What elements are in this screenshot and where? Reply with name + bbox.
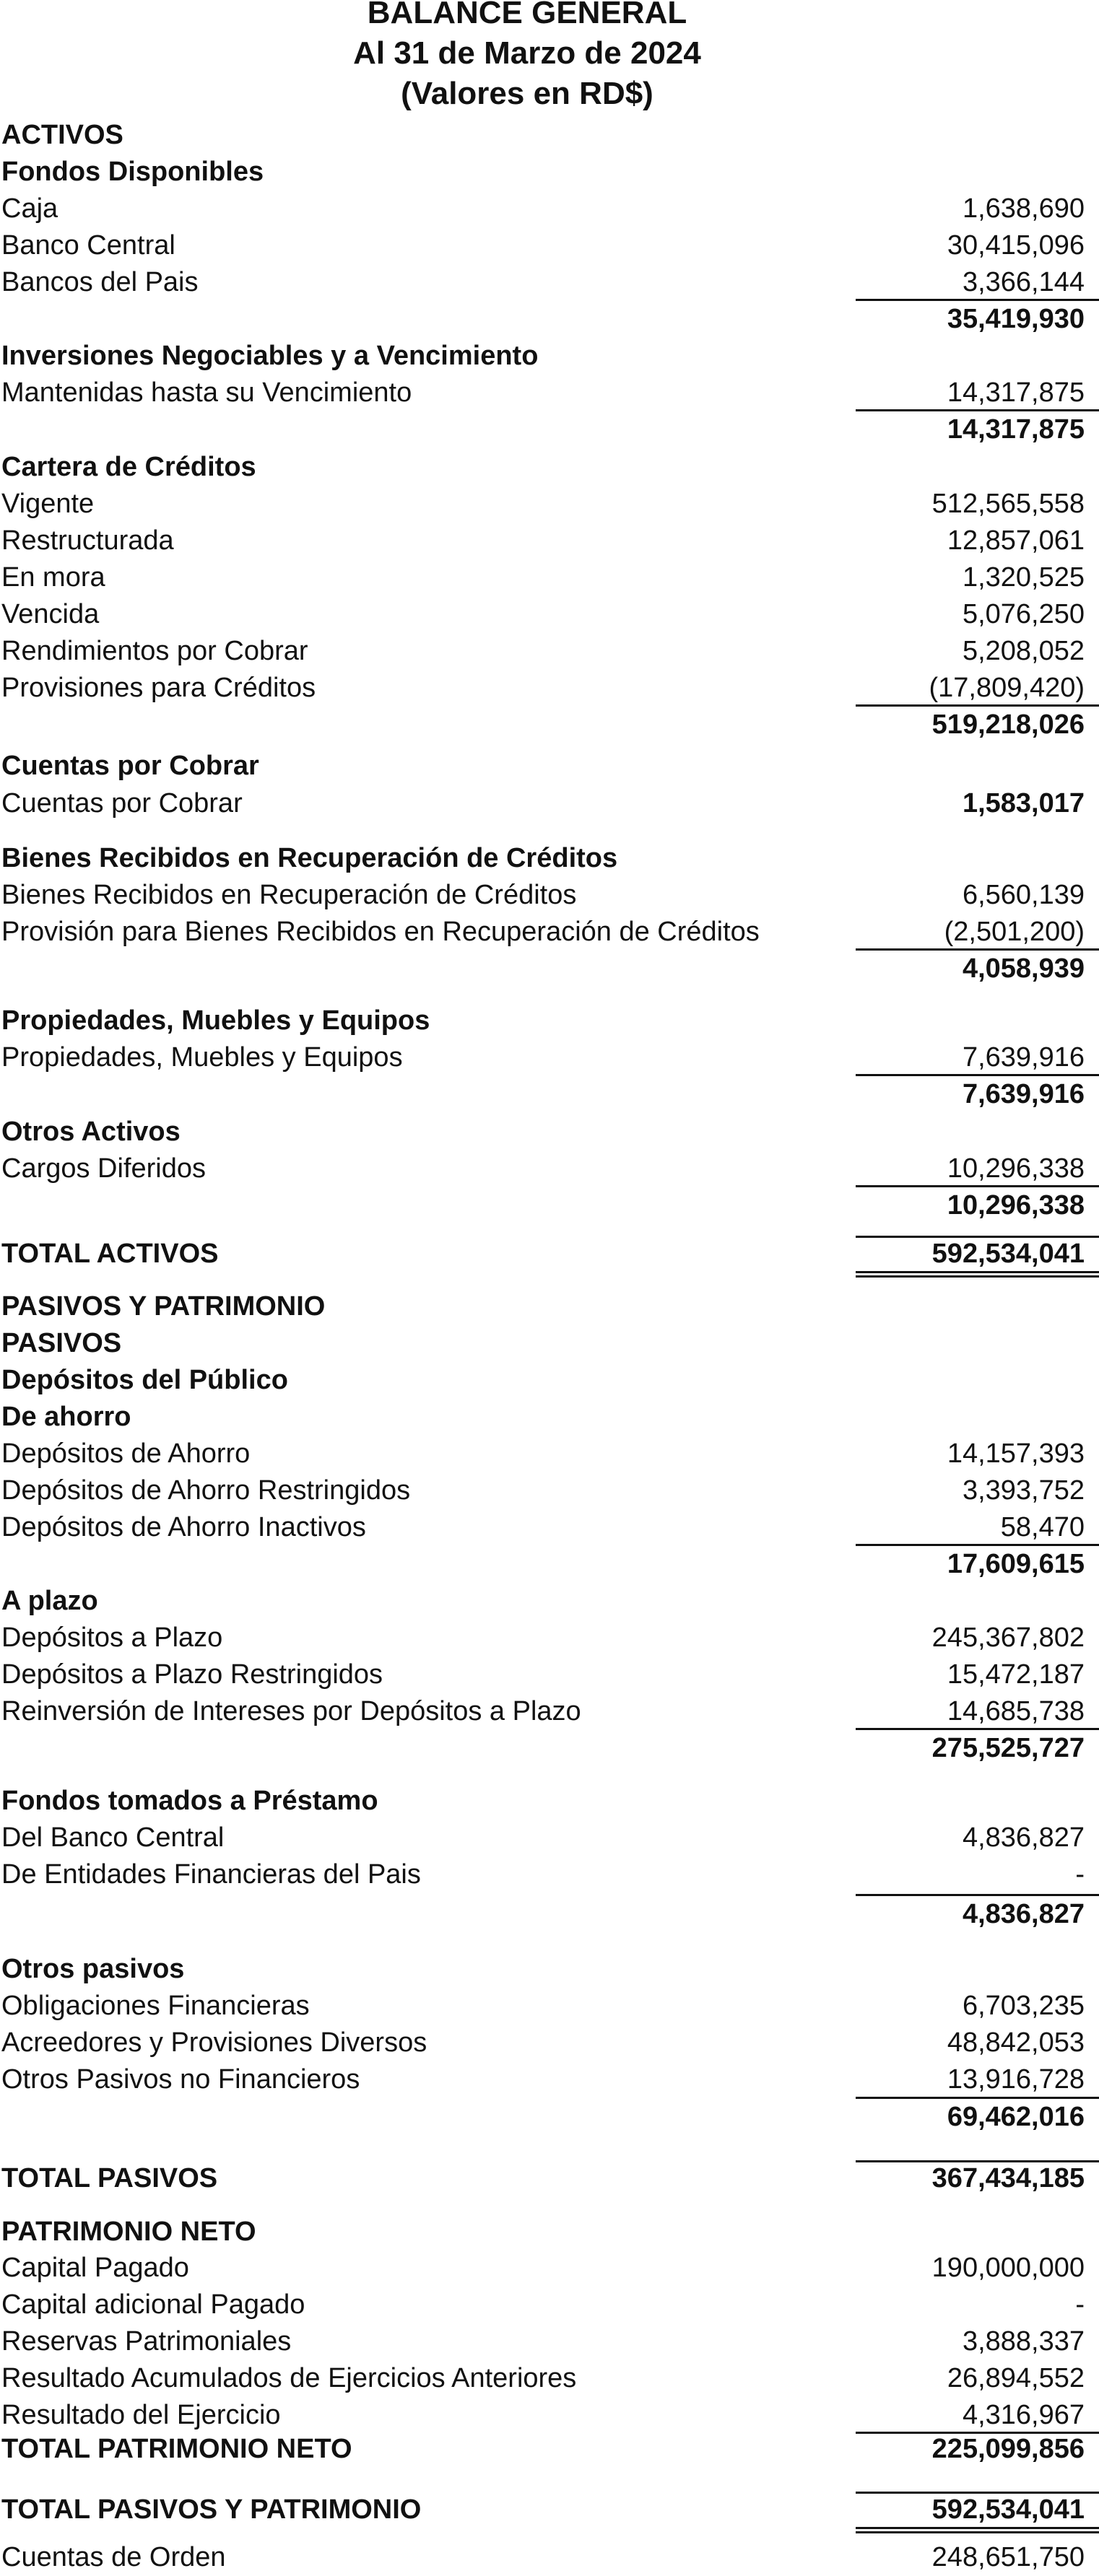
line-item (0, 2323, 1099, 2360)
line-item (0, 1039, 1099, 1076)
row-label: Banco Central (1, 230, 175, 261)
group-heading-otros-pasivos (0, 1951, 1099, 1988)
row-label: Otros Activos (1, 1117, 181, 1147)
subtotal-row (0, 1076, 1099, 1113)
row-label: Vencida (1, 599, 100, 629)
row-label: Reservas Patrimoniales (1, 2326, 292, 2357)
row-label: Fondos Disponibles (1, 157, 264, 187)
row-value: 13,916,728 (947, 2064, 1085, 2095)
line-item (0, 877, 1099, 914)
row-label: En mora (1, 562, 105, 593)
subtotal-value: 519,218,026 (931, 710, 1085, 740)
double-underline (856, 2527, 1099, 2533)
document-units: (Valores en RD$) (401, 76, 653, 111)
row-label: Provisiones para Créditos (1, 673, 316, 703)
line-item (0, 1472, 1099, 1509)
row-value: 225,099,856 (931, 2434, 1085, 2464)
row-value: 26,894,552 (947, 2363, 1085, 2393)
row-label: Depósitos de Ahorro Restringidos (1, 1475, 411, 1506)
group-heading-bienes (0, 840, 1099, 877)
group-heading-depositos (0, 1362, 1099, 1399)
row-value: 245,367,802 (931, 1623, 1085, 1653)
subtotal-row (0, 411, 1099, 448)
row-value: 248,651,750 (931, 2542, 1085, 2572)
subtotal-row (0, 1546, 1099, 1583)
row-label: Propiedades, Muebles y Equipos (1, 1005, 430, 1036)
line-item (0, 596, 1099, 633)
row-value: 5,076,250 (962, 599, 1085, 629)
section-heading-patrimonio (0, 2214, 1099, 2250)
total-row-activos (0, 1236, 1099, 1272)
line-item (0, 191, 1099, 227)
row-label: De ahorro (1, 1402, 131, 1432)
row-value: 592,534,041 (931, 2494, 1085, 2525)
row-label: Provisión para Bienes Recibidos en Recuperación de Créditos (1, 917, 760, 947)
group-heading-fondos-prestamo (0, 1783, 1099, 1820)
row-label: Cartera de Créditos (1, 452, 256, 482)
row-value: 14,317,875 (947, 377, 1085, 408)
subtotal-row (0, 301, 1099, 338)
line-item (0, 523, 1099, 559)
line-item (0, 2061, 1099, 2098)
group-heading-ahorro (0, 1399, 1099, 1436)
group-heading-propiedades (0, 1003, 1099, 1039)
row-label: Depósitos de Ahorro Inactivos (1, 1512, 366, 1542)
row-value: 30,415,096 (947, 230, 1085, 261)
row-label: Restructurada (1, 525, 174, 556)
total-row-patrimonio (0, 2431, 1099, 2468)
row-value: 3,366,144 (962, 267, 1085, 297)
row-value: 190,000,000 (931, 2253, 1085, 2283)
row-value: (17,809,420) (929, 673, 1085, 703)
line-item (0, 2287, 1099, 2323)
row-value: 1,320,525 (962, 562, 1085, 593)
row-label: TOTAL ACTIVOS (1, 1239, 219, 1269)
row-label: Capital Pagado (1, 2253, 189, 2283)
row-value: 1,638,690 (962, 193, 1085, 224)
row-label: Otros pasivos (1, 1954, 185, 1984)
row-label: TOTAL PATRIMONIO NETO (1, 2434, 352, 2464)
section-heading-pasivos (0, 1325, 1099, 1362)
row-label: Bancos del Pais (1, 267, 199, 297)
row-value: (2,501,200) (944, 917, 1085, 947)
row-label: PASIVOS Y PATRIMONIO (1, 1291, 326, 1322)
line-item (0, 2025, 1099, 2061)
row-value: 10,296,338 (947, 1153, 1085, 1184)
row-label: Propiedades, Muebles y Equipos (1, 1042, 403, 1073)
cuentas-de-orden-row (0, 2539, 1099, 2576)
row-label: Cuentas por Cobrar (1, 751, 259, 781)
row-label: Cargos Diferidos (1, 1153, 206, 1184)
line-item (0, 633, 1099, 670)
line-item (0, 1509, 1099, 1546)
line-item (0, 264, 1099, 301)
row-label: Del Banco Central (1, 1822, 225, 1853)
row-value: 6,703,235 (962, 1991, 1085, 2021)
row-label: Capital adicional Pagado (1, 2289, 305, 2320)
row-value: 14,685,738 (947, 1696, 1085, 1726)
line-item (0, 2360, 1099, 2397)
line-item (0, 227, 1099, 264)
line-item (0, 1620, 1099, 1656)
subtotal-row (0, 707, 1099, 743)
subtotal-value: 275,525,727 (931, 1733, 1085, 1763)
subtotal-value: 7,639,916 (962, 1079, 1085, 1109)
document-title: BALANCE GENERAL (367, 0, 687, 30)
subtotal-value: 4,836,827 (962, 1899, 1085, 1929)
line-item (0, 375, 1099, 411)
row-label: ACTIVOS (1, 120, 123, 150)
row-label: Acreedores y Provisiones Diversos (1, 2027, 427, 2058)
line-item (0, 486, 1099, 523)
row-value: 14,157,393 (947, 1438, 1085, 1469)
subtotal-value: 35,419,930 (947, 304, 1085, 334)
row-value: 3,888,337 (962, 2326, 1085, 2357)
row-label: Reinversión de Intereses por Depósitos a Plazo (1, 1696, 581, 1726)
row-value: 367,434,185 (931, 2163, 1085, 2193)
group-heading-cuentas-cobrar (0, 748, 1099, 785)
row-value: 592,534,041 (931, 1239, 1085, 1269)
row-label: Depósitos a Plazo Restringidos (1, 1659, 383, 1690)
row-value: 12,857,061 (947, 525, 1085, 556)
row-value: 15,472,187 (947, 1659, 1085, 1690)
row-value: 48,842,053 (947, 2027, 1085, 2058)
double-underline (856, 1271, 1099, 1278)
subtotal-value: 10,296,338 (947, 1190, 1085, 1221)
row-label: A plazo (1, 1586, 98, 1616)
line-item (0, 1151, 1099, 1187)
line-item (0, 1436, 1099, 1472)
row-label: Vigente (1, 489, 95, 519)
subtotal-row (0, 1896, 1099, 1933)
group-heading-fondos-disponibles (0, 154, 1099, 191)
subtotal-row (0, 1730, 1099, 1767)
row-value: 1,583,017 (962, 788, 1085, 818)
row-label: Obligaciones Financieras (1, 1991, 310, 2021)
row-label: Resultado del Ejercicio (1, 2400, 281, 2430)
row-label: Depósitos a Plazo (1, 1623, 223, 1653)
row-label: Cuentas por Cobrar (1, 788, 243, 818)
group-heading-cartera (0, 449, 1099, 486)
document-date: Al 31 de Marzo de 2024 (353, 35, 701, 71)
line-item (0, 1988, 1099, 2025)
row-value: - (1075, 2289, 1085, 2320)
row-label: TOTAL PASIVOS Y PATRIMONIO (1, 2494, 422, 2525)
row-label: PASIVOS (1, 1328, 122, 1358)
row-label: Depósitos del Público (1, 1365, 288, 1395)
subtotal-value: 17,609,615 (947, 1549, 1085, 1579)
row-label: Caja (1, 193, 58, 224)
row-value: 5,208,052 (962, 636, 1085, 666)
subtotal-value: 4,058,939 (962, 953, 1085, 984)
section-heading-pasivos-patrimonio (0, 1288, 1099, 1325)
row-value: 4,316,967 (962, 2400, 1085, 2430)
row-label: Otros Pasivos no Financieros (1, 2064, 360, 2095)
line-item (0, 914, 1099, 951)
total-row-pasivos-patrimonio (0, 2492, 1099, 2528)
line-item (0, 2250, 1099, 2287)
row-label: Mantenidas hasta su Vencimiento (1, 377, 412, 408)
group-heading-otros-activos (0, 1114, 1099, 1151)
subtotal-value: 14,317,875 (947, 414, 1085, 445)
row-label: Cuentas de Orden (1, 2542, 226, 2572)
line-item (0, 1856, 1099, 1893)
line-item (0, 1693, 1099, 1730)
row-value: 58,470 (1000, 1512, 1085, 1542)
row-label: De Entidades Financieras del Pais (1, 1859, 421, 1890)
row-value: - (1075, 1859, 1085, 1890)
line-item (0, 1820, 1099, 1856)
row-label: Resultado Acumulados de Ejercicios Anteriores (1, 2363, 577, 2393)
row-value: 6,560,139 (962, 880, 1085, 910)
subtotal-row (0, 2099, 1099, 2136)
subtotal-value: 69,462,016 (947, 2102, 1085, 2132)
row-label: Bienes Recibidos en Recuperación de Créditos (1, 843, 618, 873)
row-label: TOTAL PASIVOS (1, 2163, 218, 2193)
subtotal-row (0, 951, 1099, 987)
line-item (0, 559, 1099, 596)
row-label: PATRIMONIO NETO (1, 2217, 256, 2247)
row-value: 4,836,827 (962, 1822, 1085, 1853)
row-value: 7,639,916 (962, 1042, 1085, 1073)
row-label: Bienes Recibidos en Recuperación de Créditos (1, 880, 577, 910)
row-label: Inversiones Negociables y a Vencimiento (1, 341, 539, 371)
line-item (0, 1656, 1099, 1693)
total-row-pasivos (0, 2160, 1099, 2197)
line-item (0, 785, 1099, 822)
line-item (0, 670, 1099, 707)
group-heading-plazo (0, 1583, 1099, 1620)
subtotal-row (0, 1187, 1099, 1224)
row-value: 3,393,752 (962, 1475, 1085, 1506)
row-label: Fondos tomados a Préstamo (1, 1786, 378, 1816)
group-heading-inversiones (0, 338, 1099, 375)
row-label: Rendimientos por Cobrar (1, 636, 308, 666)
row-label: Depósitos de Ahorro (1, 1438, 251, 1469)
line-item (0, 2397, 1099, 2434)
section-heading-activos (0, 117, 1099, 154)
row-value: 512,565,558 (931, 489, 1085, 519)
